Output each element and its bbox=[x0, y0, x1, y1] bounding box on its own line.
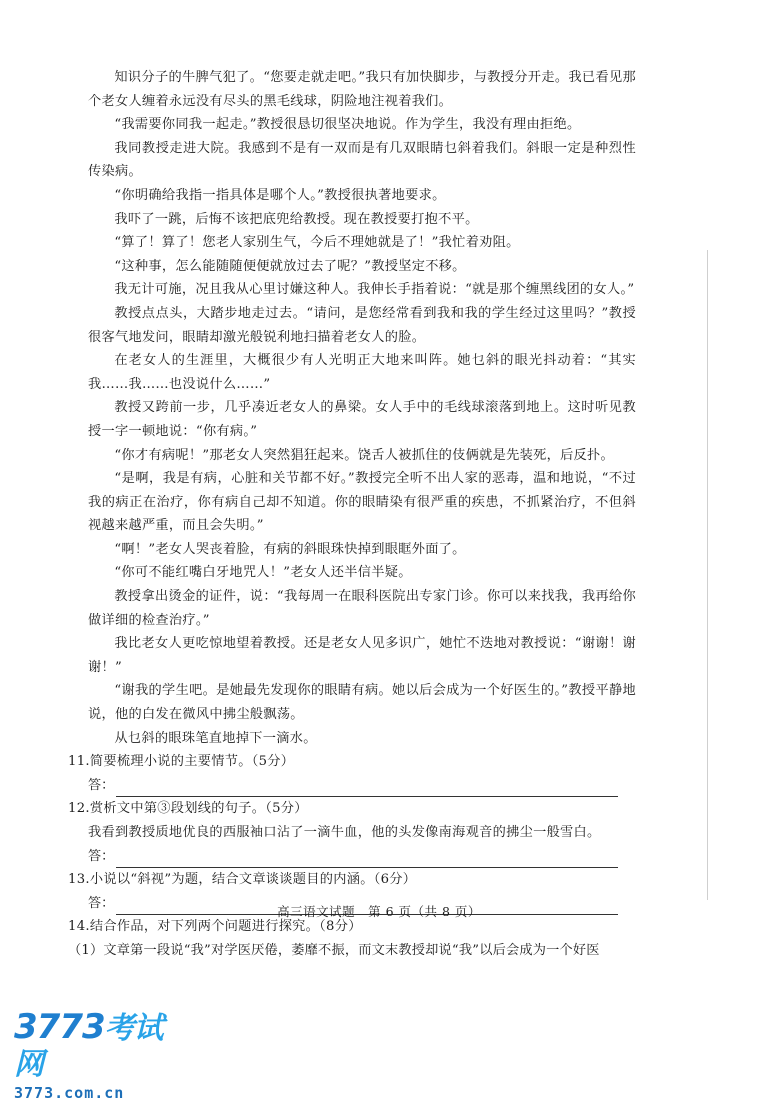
story-paragraph: “算了！算了！您老人家别生气，今后不理她就是了！”我忙着劝阻。 bbox=[114, 235, 520, 251]
story-paragraph: “我需要你同我一起走。”教授很恳切很坚决地说。作为学生，我没有理由拒绝。 bbox=[114, 117, 581, 133]
story-paragraph: “这种事，怎么能随随便便就放过去了呢？”教授坚定不移。 bbox=[114, 258, 466, 274]
answer-label: 答： bbox=[88, 777, 115, 793]
watermark-logo bbox=[14, 1007, 184, 1102]
story-paragraph: 教授又跨前一步，几乎凑近老女人的鼻梁。女人手中的毛线球滚落到地上。这时听见教授一字一顿地说：“你有病。” bbox=[88, 400, 636, 439]
question-stem: 13.小说以“斜视”为题，结合文章谈谈题目的内涵。（6分） bbox=[68, 872, 417, 888]
story-paragraph: 教授点点头，大踏步地走过去。“请问，是您经常看到我和我的学生经过这里吗？”教授很客气地发问，眼睛却激光般锐利地扫描着老女人的脸。 bbox=[88, 305, 636, 345]
story-paragraph: “谢我的学生吧。是她最先发现你的眼睛有病。她以后会成为一个好医生的。”教授平静地说，他的白发在微风中拂尘般飘荡。 bbox=[88, 683, 636, 723]
sub-question: （1）文章第一段说“我”对学医厌倦，萎靡不振，而文末教授却说“我”以后会成为一个好医 bbox=[68, 942, 600, 958]
margin-rule bbox=[707, 250, 708, 900]
story-paragraph: 我同教授走进大院。我感到不是有一双而是有几双眼睛乜斜着我们。斜眼一定是种烈性传染病。 bbox=[88, 140, 636, 180]
answer-rule bbox=[116, 782, 618, 797]
story-paragraph: “你明确给我指一指具体是哪个人。”教授很执著地要求。 bbox=[114, 187, 446, 203]
question-stem: 12.赏析文中第③段划线的句子。（5分） bbox=[68, 801, 308, 817]
story-paragraph: 我比老女人更吃惊地望着教授。还是老女人见多识广，她忙不迭地对教授说：“谢谢！谢谢！” bbox=[88, 636, 636, 675]
story-paragraph: 我无计可施，况且我从心里讨嫌这种人。我伸长手指着说：“就是那个缠黑线团的女人。” bbox=[114, 282, 635, 298]
answer-rule bbox=[116, 853, 618, 868]
story-paragraph: “是啊，我是有病，心脏和关节都不好。”教授完全听不出人家的恶毒，温和地说，“不过我的病正在治疗，你有病自己却不知道。你的眼睛染有很严重的疾患，不抓紧治疗，不但斜视越来越严重，而且会失明。” bbox=[88, 471, 636, 534]
logo-brand bbox=[14, 1007, 184, 1082]
logo-brand-number: 3773 bbox=[14, 1007, 105, 1047]
story-paragraph: “你可不能红嘴白牙地咒人！”老女人还半信半疑。 bbox=[114, 565, 412, 581]
answer-line[interactable] bbox=[88, 774, 636, 798]
answer-line[interactable] bbox=[88, 845, 636, 869]
story-paragraph: 在老女人的生涯里，大概很少有人光明正大地来叫阵。她乜斜的眼光抖动着：“其实我……我……也没说什么……” bbox=[88, 353, 636, 392]
question-stem: 14.结合作品，对下列两个问题进行探究。（8分） bbox=[68, 919, 362, 935]
question-11 bbox=[68, 750, 636, 797]
story-paragraph: “啊！”老女人哭丧着脸，有病的斜眼珠快掉到眼眶外面了。 bbox=[114, 541, 466, 557]
answer-label: 答： bbox=[88, 848, 115, 864]
quoted-sentence: 我看到教授质地优良的西服袖口沾了一滴牛血，他的头发像南海观音的拂尘一般雪白。 bbox=[88, 825, 601, 840]
question-14 bbox=[68, 915, 636, 962]
logo-brand-cn: 考试网 bbox=[14, 1011, 163, 1082]
story-body bbox=[68, 66, 636, 963]
story-paragraph: 我吓了一跳，后悔不该把底兜给教授。现在教授要打抱不平。 bbox=[114, 211, 479, 227]
story-paragraph: 知识分子的牛脾气犯了。“您要走就走吧。”我只有加快脚步，与教授分开走。我已看见那个老女人缠着永远没有尽头的黑毛线球，阴险地注视着我们。 bbox=[88, 70, 636, 109]
logo-url: 3773.com.cn bbox=[14, 1084, 125, 1102]
question-stem: 11.简要梳理小说的主要情节。（5分） bbox=[68, 754, 295, 770]
page-footer: 高三语文试题 第 6 页（共 8 页） bbox=[277, 904, 481, 919]
story-paragraph: “你才有病呢！”那老女人突然猖狂起来。饶舌人被抓住的伎俩就是先装死，后反扑。 bbox=[114, 447, 615, 463]
question-12 bbox=[68, 797, 636, 868]
story-paragraph: 教授拿出烫金的证件，说：“我每周一在眼科医院出专家门诊。你可以来找我，我再给你做详细的检查治疗。” bbox=[88, 589, 636, 628]
story-paragraph: 从乜斜的眼珠笔直地掉下一滴水。 bbox=[114, 730, 317, 746]
answer-label: 答： bbox=[88, 895, 115, 911]
